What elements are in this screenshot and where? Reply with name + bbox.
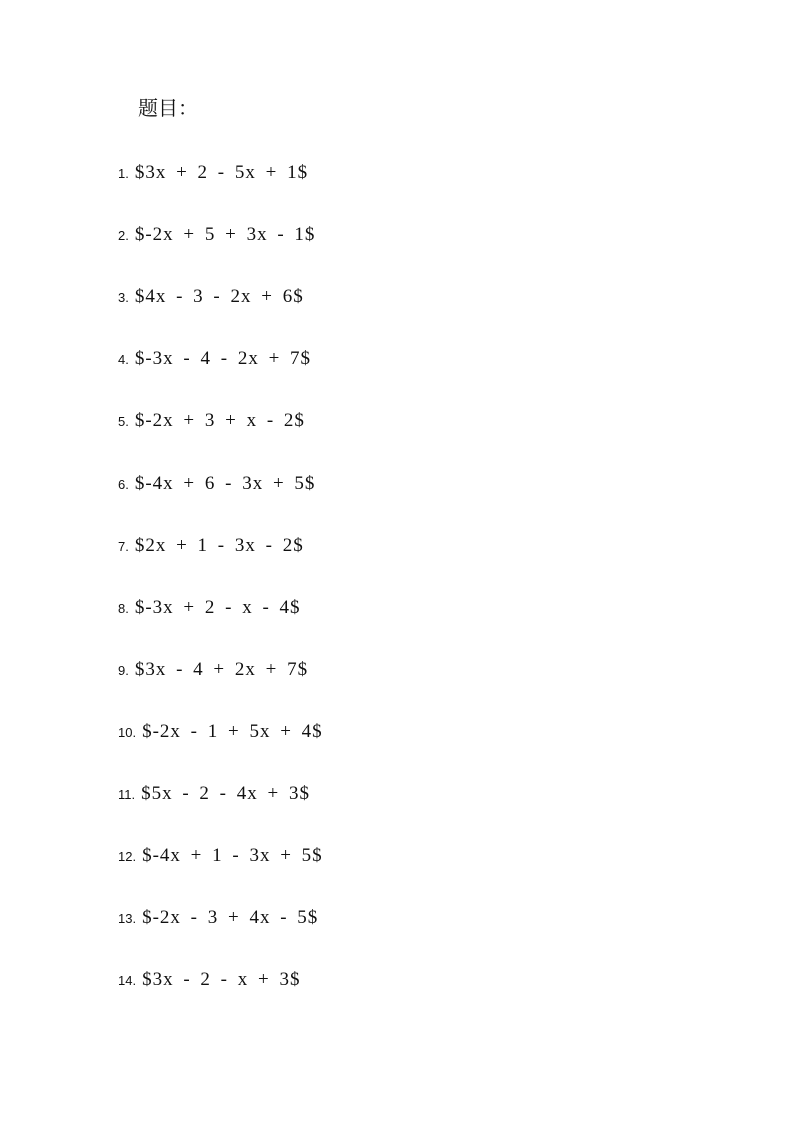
problem-item: [118, 535, 304, 559]
problem-number: 14.: [118, 973, 137, 988]
problem-item: [118, 162, 308, 186]
problem-number: 8.: [118, 601, 129, 616]
problem-number: 12.: [118, 849, 137, 864]
problem-expression: $5x - 2 - 4x + 3$: [141, 783, 310, 804]
problem-expression: $3x + 2 - 5x + 1$: [134, 162, 309, 183]
problem-number: 9.: [118, 663, 129, 678]
problem-expression: $-2x - 1 + 5x + 4$: [142, 721, 323, 742]
problem-item: [118, 907, 318, 931]
problem-item: [118, 721, 323, 745]
problem-number: 2.: [118, 228, 129, 243]
problem-item: [118, 348, 311, 372]
problem-number: 4.: [118, 352, 129, 367]
problem-expression: $-4x + 6 - 3x + 5$: [134, 473, 316, 494]
problem-item: [118, 286, 304, 310]
problem-expression: $-2x + 5 + 3x - 1$: [134, 224, 316, 245]
problem-item: [118, 783, 310, 807]
problem-expression: $-3x - 4 - 2x + 7$: [134, 348, 312, 369]
problem-number: 11.: [118, 787, 136, 802]
problem-number: 13.: [118, 911, 137, 926]
problem-expression: $3x - 4 + 2x + 7$: [134, 659, 309, 680]
problem-number: 10.: [118, 725, 137, 740]
problem-number: 7.: [118, 539, 129, 554]
problem-expression: $-2x + 3 + x - 2$: [134, 410, 305, 431]
problem-expression: $-2x - 3 + 4x - 5$: [142, 907, 319, 928]
problem-expression: $-4x + 1 - 3x + 5$: [142, 845, 323, 866]
page-heading: 题目：: [138, 96, 198, 120]
problem-expression: $-3x + 2 - x - 4$: [134, 597, 301, 618]
problem-item: [118, 845, 323, 869]
problem-item: [118, 473, 315, 497]
problem-number: 5.: [118, 414, 129, 429]
problem-number: 1.: [118, 166, 129, 181]
problem-item: [118, 659, 308, 683]
problem-expression: $4x - 3 - 2x + 6$: [134, 286, 304, 307]
problem-expression: $2x + 1 - 3x - 2$: [134, 535, 304, 556]
problem-expression: $3x - 2 - x + 3$: [142, 969, 301, 990]
problem-number: 6.: [118, 477, 129, 492]
problem-item: [118, 597, 301, 621]
problem-item: [118, 410, 305, 434]
problem-item: [118, 969, 300, 993]
problem-item: [118, 224, 315, 248]
problem-number: 3.: [118, 290, 129, 305]
